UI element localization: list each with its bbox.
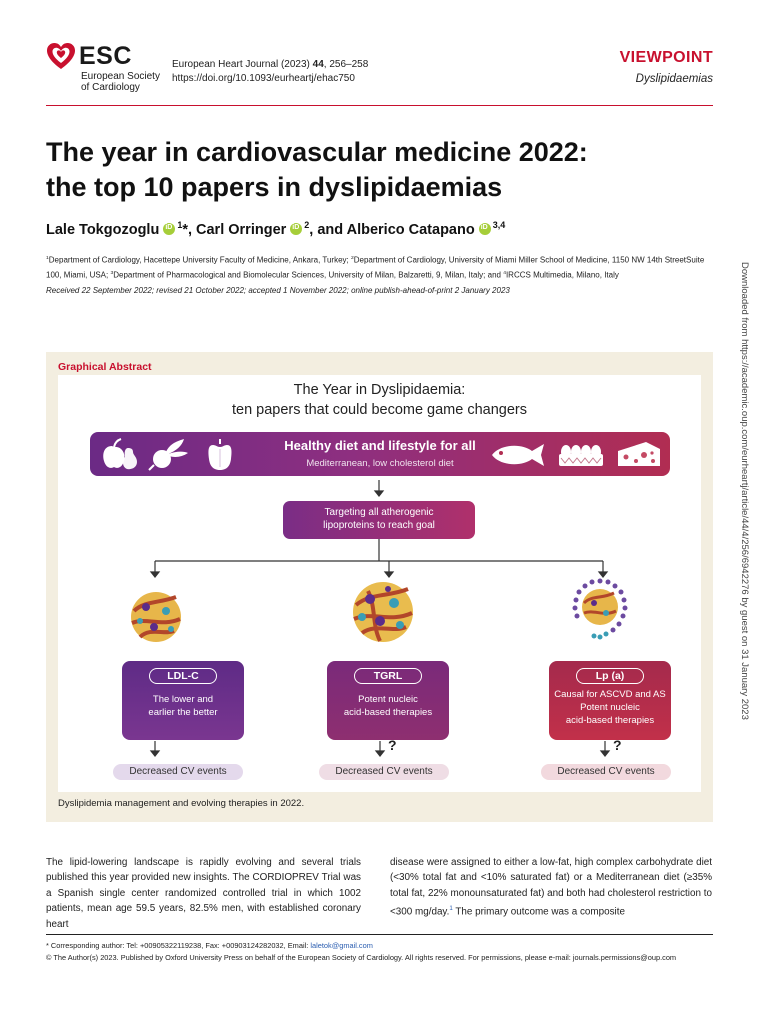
figure-title-line-2: ten papers that could become game changers — [231, 402, 528, 418]
logo-text: ESC — [79, 42, 132, 70]
ldl-c-label: LDL-C — [149, 668, 217, 684]
article-title — [46, 135, 686, 205]
affiliations — [46, 252, 716, 281]
logo-society-line1: European Society — [81, 71, 160, 82]
body-column-right — [390, 855, 712, 920]
tgrl-card — [327, 661, 449, 740]
graphical-abstract-label: Graphical Abstract — [58, 361, 152, 373]
affil-2-num: 2 — [350, 256, 354, 261]
ldl-c-desc-line-1: The lower and — [152, 694, 214, 705]
email-link[interactable]: laletok@gmail.com — [310, 941, 373, 950]
figure-title-line-1: The Year in Dyslipidaemia: — [293, 382, 466, 398]
lpa-desc-line-3: acid-based therapies — [565, 715, 655, 726]
logo-society-line2: of Cardiology — [81, 82, 140, 93]
body-right-text-end: The primary outcome was a composite — [452, 906, 625, 918]
lpa-label: Lp (a) — [576, 668, 644, 684]
journal-name: European Heart Journal (2023) — [172, 59, 313, 70]
author-2-affil: 2 — [304, 220, 310, 230]
article-type: VIEWPOINT — [619, 49, 713, 66]
orcid-icon[interactable] — [163, 223, 175, 235]
affil-3-num: 3 — [110, 270, 114, 276]
tgrl-particle-icon — [348, 577, 418, 647]
orcid-icon[interactable] — [290, 223, 302, 235]
ldl-c-card — [122, 661, 244, 740]
footnotes — [46, 940, 726, 964]
target-text — [283, 506, 475, 532]
lpa-particle-icon — [570, 573, 634, 653]
author-3[interactable]: , and Alberico Catapano — [309, 221, 475, 238]
tgrl-question-mark: ? — [388, 737, 397, 753]
copyright-note: © The Author(s) 2023. Published by Oxford University Press on behalf of the European Society of Cardiology. All rights reserved. For permissions, please e-mail: journals.permissions@oup.com — [46, 953, 677, 962]
corresponding-author-text: * Corresponding author: Tel: +00905322119238, Fax: +00903124282032, Email: — [46, 941, 311, 950]
corresponding-mark: * — [182, 221, 188, 238]
affil-1: Department of Cardiology, Hacettepe University Faculty of Medicine, Ankara, Turkey; — [48, 255, 351, 265]
ldl-c-desc-line-2: earlier the better — [148, 707, 218, 718]
article-section: Dyslipidaemias — [635, 73, 713, 85]
author-3-affil: 3,4 — [492, 220, 506, 230]
download-watermark-text[interactable]: Downloaded from https://academic.oup.com/eurheartj/article/44/4/256/6942276 by guest on 31 January 2023 — [739, 262, 750, 720]
orcid-icon[interactable] — [479, 223, 491, 235]
graphical-abstract — [46, 352, 713, 822]
footnote-divider — [46, 934, 713, 935]
header-divider — [46, 105, 713, 106]
author-1-affil: 1 — [177, 220, 183, 230]
reference-link[interactable]: 1 — [449, 905, 453, 913]
author-2[interactable]: , Carl Orringer — [187, 221, 287, 238]
logo-society — [81, 71, 160, 93]
lpa-desc-line-1: Causal for ASCVD and AS — [554, 689, 666, 700]
graphical-abstract-caption: Dyslipidemia management and evolving therapies in 2022. — [58, 798, 305, 809]
journal-volume: 44 — [312, 59, 324, 70]
lpa-question-mark: ? — [613, 737, 622, 753]
target-line-2: lipoproteins to reach goal — [323, 520, 435, 531]
banner-subtitle: Mediterranean, low cholesterol diet — [306, 458, 454, 469]
journal-citation — [172, 58, 368, 86]
tgrl-desc-line-1: Potent nucleic — [358, 694, 418, 705]
tgrl-outcome: Decreased CV events — [319, 764, 449, 780]
target-line-1: Targeting all atherogenic — [324, 507, 434, 518]
title-line-2: the top 10 papers in dyslipidaemias — [46, 172, 503, 202]
tgrl-description — [327, 693, 449, 719]
journal-line — [172, 58, 368, 72]
graphical-abstract-figure — [58, 375, 701, 792]
affil-4-num: 4 — [503, 270, 506, 276]
ldl-c-description — [122, 693, 244, 719]
lpa-desc-line-2: Potent nucleic — [580, 702, 640, 713]
affil-1-num: 1 — [46, 256, 49, 261]
body-right-text: disease were assigned to either a low-fat, high complex carbohydrate diet (<30% total fat and <10% saturated fat) or a Mediterranean diet (≥35% total fat, 22% monounsaturated fat) and both had cholesterol restriction to <300 mg/day. — [390, 857, 712, 918]
received-dates: Received 22 September 2022; revised 21 October 2022; accepted 1 November 2022; online publish-ahead-of-print 2 January 2023 — [46, 286, 510, 295]
download-watermark — [734, 262, 750, 762]
tgrl-desc-line-2: acid-based therapies — [343, 707, 433, 718]
lpa-description — [549, 688, 671, 727]
banner-title: Healthy diet and lifestyle for all — [284, 438, 476, 453]
author-list — [46, 220, 505, 238]
esc-logo — [46, 40, 166, 96]
journal-pages: , 256–258 — [323, 59, 369, 70]
affil-3: Department of Pharmacological and Biomolecular Sciences, University of Milan, Balzaretti, 9, Milan, Italy; and — [113, 270, 504, 280]
heart-logo-icon — [46, 42, 76, 72]
tgrl-label: TGRL — [354, 668, 422, 684]
ldl-c-outcome: Decreased CV events — [113, 764, 243, 780]
body-column-left: The lipid-lowering landscape is rapidly evolving and several trials published this year provided new insights. The CORDIOPREV Trial was a Spanish single center randomized controlled trial in which 1002 patients, mean age 59.5 years, 82.5% men, with established coronary heart — [46, 857, 361, 930]
affil-4: IRCCS Multimedia, Milano, Italy — [505, 270, 619, 280]
doi-link[interactable]: https://doi.org/10.1093/eurheartj/ehac750 — [172, 73, 355, 84]
title-line-1: The year in cardiovascular medicine 2022: — [46, 137, 588, 167]
lpa-outcome: Decreased CV events — [541, 764, 671, 780]
lpa-card — [549, 661, 671, 740]
author-1[interactable]: Lale Tokgozoglu — [46, 221, 160, 238]
affil-2: Department of Cardiology, University of Miami Miller School of Medicine, 1150 NW 14th StreetSuite 100, Miami, USA; — [46, 255, 705, 280]
target-lipoproteins-box — [283, 501, 475, 539]
ldl-particle-icon — [126, 587, 186, 647]
corresponding-author-note — [46, 940, 726, 952]
